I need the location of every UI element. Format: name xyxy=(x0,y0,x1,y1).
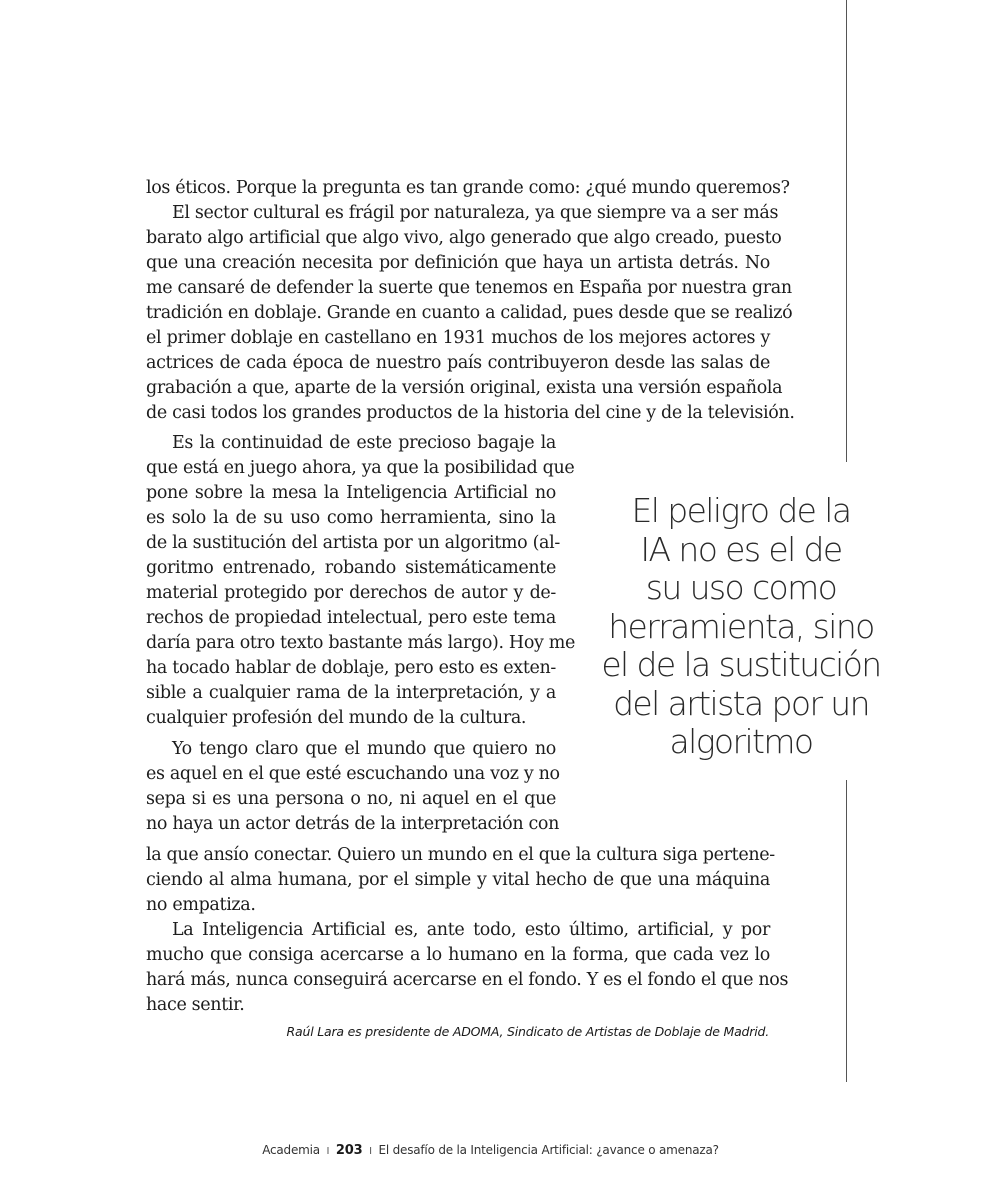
pull-quote-line: su uso como xyxy=(645,568,837,607)
body-line: mucho que consiga acercarse a lo humano en la forma, que cada vez lo xyxy=(146,945,770,965)
pull-quote-line: El peligro de la xyxy=(631,491,851,530)
body-line: goritmo entrenado, robando sistemáticamente xyxy=(146,558,556,578)
body-line: sepa si es una persona o no, ni aquel en el que xyxy=(146,789,556,809)
body-line: los éticos. Porque la pregunta es tan grande como: ¿qué mundo queremos? xyxy=(146,178,790,198)
body-line: pone sobre la mesa la Inteligencia Artificial no xyxy=(146,483,556,503)
body-line: no haya un actor detrás de la interpretación con xyxy=(146,814,560,834)
body-line: grabación a que, aparte de la versión original, exista una versión española xyxy=(146,378,783,398)
body-line: tradición en doblaje. Grande en cuanto a calidad, pues desde que se realizó xyxy=(146,303,793,323)
body-line: la que ansío conectar. Quiero un mundo en el que la cultura siga pertene- xyxy=(146,845,775,865)
body-line: material protegido por derechos de autor y de- xyxy=(146,583,556,603)
footer-separator: I xyxy=(369,1146,372,1157)
body-line: me cansaré de defender la suerte que tenemos en España por nuestra gran xyxy=(146,278,792,298)
body-line: ha tocado hablar de doblaje, pero esto es exten- xyxy=(146,658,556,678)
body-line: Yo tengo claro que el mundo que quiero no xyxy=(172,739,556,759)
footer-publication: Academia xyxy=(262,1143,320,1157)
body-line: de la sustitución del artista por un algoritmo (al- xyxy=(146,533,560,553)
body-line: no empatiza. xyxy=(146,895,256,915)
body-line: el primer doblaje en castellano en 1931 muchos de los mejores actores y xyxy=(146,328,770,348)
body-line: que está en juego ahora, ya que la posibilidad que xyxy=(146,458,575,478)
author-byline: Raúl Lara es presidente de ADOMA, Sindicato de Artistas de Doblaje de Madrid. xyxy=(286,1024,769,1039)
body-line: actrices de cada época de nuestro país contribuyeron desde las salas de xyxy=(146,353,770,373)
pull-quote-line: del artista por un xyxy=(613,683,869,723)
body-line: El sector cultural es frágil por naturaleza, ya que siempre va a ser más xyxy=(172,203,779,223)
body-line: es aquel en el que esté escuchando una voz y no xyxy=(146,764,560,784)
body-line: ciendo al alma humana, por el simple y vital hecho de que una máquina xyxy=(146,870,770,890)
column-rule-top xyxy=(846,0,847,462)
body-line: hará más, nunca conseguirá acercarse en el fondo. Y es el fondo el que nos xyxy=(146,970,789,990)
body-line: que una creación necesita por definición que haya un artista detrás. No xyxy=(146,253,770,273)
body-line: cualquier profesión del mundo de la cultura. xyxy=(146,708,527,728)
body-line: es solo la de su uso como herramienta, sino la xyxy=(146,508,556,528)
body-line: daría para otro texto bastante más largo). Hoy me xyxy=(146,633,576,653)
body-line: rechos de propiedad intelectual, pero este tema xyxy=(146,608,556,628)
body-line: Es la continuidad de este precioso bagaje la xyxy=(172,433,556,453)
column-rule-bottom xyxy=(846,780,847,1082)
pull-quote xyxy=(596,492,886,762)
body-line: hace sentir. xyxy=(146,995,245,1015)
pull-quote-line: IA no es el de xyxy=(640,529,842,569)
body-line: de casi todos los grandes productos de la historia del cine y de la televisión. xyxy=(146,403,795,423)
pull-quote-line: herramienta, sino xyxy=(608,606,874,646)
body-line: sible a cualquier rama de la interpretación, y a xyxy=(146,683,556,703)
page-footer xyxy=(0,1143,981,1158)
body-line: barato algo artificial que algo vivo, algo generado que algo creado, puesto xyxy=(146,228,782,248)
pull-quote-line: el de la sustitución xyxy=(601,645,881,684)
page-number: 203 xyxy=(335,1143,363,1158)
footer-section-title: El desafío de la Inteligencia Artificial: ¿avance o amenaza? xyxy=(378,1143,719,1157)
pull-quote-line: algoritmo xyxy=(669,722,813,761)
body-line: La Inteligencia Artificial es, ante todo, esto último, artificial, y por xyxy=(172,920,770,940)
footer-separator: I xyxy=(326,1146,330,1157)
